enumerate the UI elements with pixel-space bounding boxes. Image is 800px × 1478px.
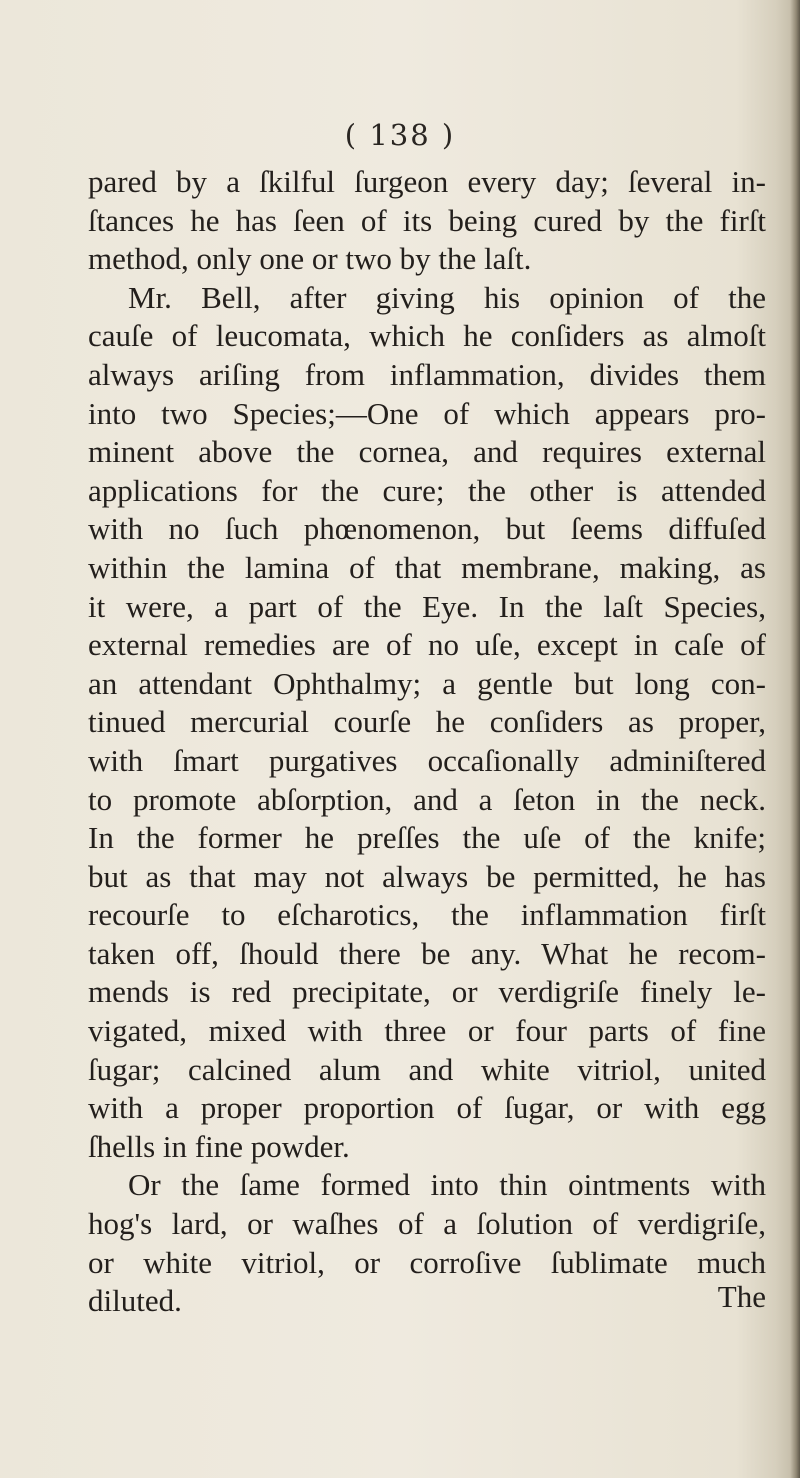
text-line: with a proper proportion of ſugar, or with egg [88,1090,766,1126]
text-line: hog's lard, or waſhes of a ſolution of verdigriſe, [88,1206,766,1242]
body-text [88,163,766,1321]
text-line: within the lamina of that membrane, making, as [88,549,766,585]
text-line: always ariſing from inflammation, divides them [88,356,766,392]
text-line: applications for the cure; the other is attended [88,472,766,508]
text-line: minent above the cornea, and requires external [88,434,766,470]
text-line: pared by a ſkilful ſurgeon every day; ſeveral in- [88,164,766,199]
catchword: The [717,1282,766,1315]
text-line: In the former he preſſes the uſe of the knife; [88,820,766,856]
text-line: an attendant Ophthalmy; a gentle but long con- [88,665,766,701]
text-line: but as that may not always be permitted, he has [88,858,766,894]
text-line: with ſmart purgatives occaſionally adminiſtered [88,742,766,778]
text-line: Or the ſame formed into thin ointments with [128,1167,766,1203]
page-edge-shadow [790,0,800,1478]
text-line: taken off, ſhould there be any. What he recom- [88,935,766,971]
text-line: Mr. Bell, after giving his opinion of the [128,279,766,315]
text-line: with no ſuch phœnomenon, but ſeems diffuſed [88,511,766,547]
text-line: it were, a part of the Eye. In the laſt Species, [88,588,766,624]
text-line: ſtances he has ſeen of its being cured by the firſt [88,202,766,238]
text-line: tinued mercurial courſe he conſiders as proper, [88,704,766,740]
text-line: cauſe of leucomata, which he conſiders as almoſt [88,318,766,354]
page-number: ( 138 ) [344,118,456,152]
text-line: ſhells in fine powder. [88,1128,350,1164]
text-line: vigated, mixed with three or four parts of fine [88,1013,766,1049]
text-line: into two Species;—One of which appears pro- [88,395,766,431]
text-line: or white vitriol, or corroſive ſublimate much [88,1244,766,1280]
text-line: to promote abſorption, and a ſeton in the neck. [88,781,766,817]
text-line: external remedies are of no uſe, except in caſe of [88,627,766,663]
text-line: method, only one or two by the laſt. [88,241,532,277]
text-line: ſugar; calcined alum and white vitriol, united [88,1051,766,1087]
text-line: mends is red precipitate, or verdigriſe finely le- [88,974,766,1010]
text-line: diluted. The [88,1282,766,1321]
text-line: recourſe to eſcharotics, the inflammation firſt [88,897,766,933]
